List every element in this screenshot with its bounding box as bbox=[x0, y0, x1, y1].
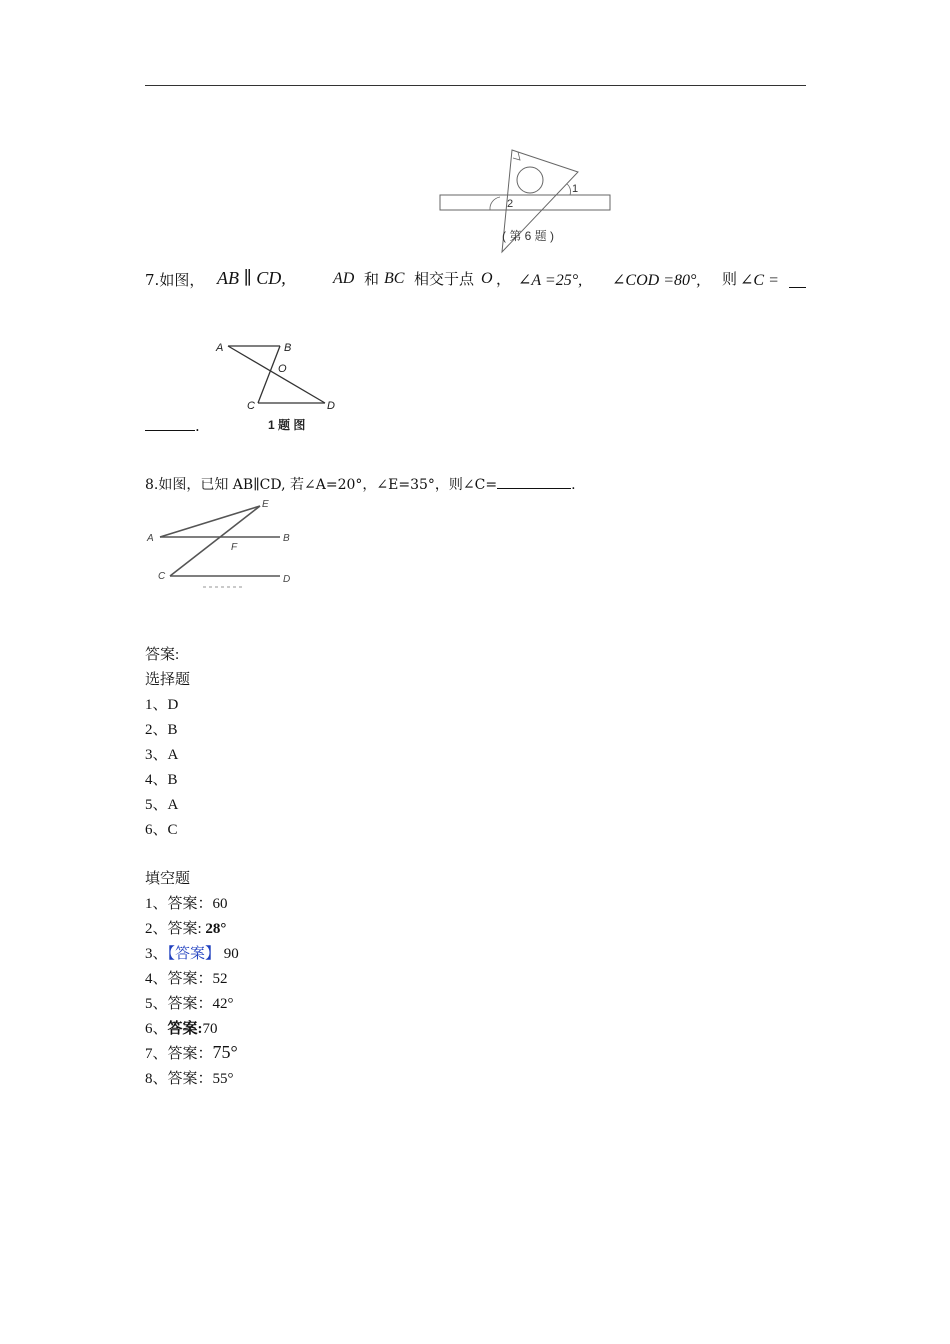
fill-answer-8-value: 55° bbox=[212, 1071, 234, 1087]
fill-answer-6-tag: 答案: bbox=[167, 1021, 203, 1037]
choice-answer-5: 5、A bbox=[145, 797, 179, 813]
q7-ab-cd: AB ∥ CD, bbox=[217, 268, 286, 288]
choice-answer-2: 2、B bbox=[145, 722, 178, 738]
choice-heading: 选择题 bbox=[145, 672, 191, 688]
choice-answer-6: 6、C bbox=[145, 822, 178, 838]
fill-answer-1-value: 60 bbox=[212, 896, 228, 912]
fill-answer-3-value: 90 bbox=[220, 946, 239, 962]
figure-6 bbox=[430, 140, 630, 255]
figure-7 bbox=[210, 338, 350, 438]
q7-blank-1 bbox=[789, 287, 806, 288]
q8-end: . bbox=[571, 477, 576, 493]
q8-line bbox=[145, 474, 576, 495]
q7-number: 7. bbox=[145, 271, 160, 289]
answers-heading: 答案: bbox=[145, 647, 180, 663]
label-2: 2 bbox=[507, 198, 514, 210]
fig7-label-o: O bbox=[278, 363, 287, 375]
fig7-label-d: D bbox=[327, 400, 335, 412]
fill-answer-4-value: 52 bbox=[212, 971, 228, 987]
fig8-label-f: F bbox=[231, 542, 238, 553]
q7-line bbox=[145, 268, 204, 292]
q8-text: 如图，已知 AB∥CD, 若∠A=20°，∠E=35°，则∠C= bbox=[158, 477, 498, 493]
label-1: 1 bbox=[572, 183, 579, 195]
q7-point-o: O bbox=[481, 270, 493, 287]
fig7-caption: 1 题 图 bbox=[268, 418, 306, 432]
fig8-label-c: C bbox=[158, 571, 166, 582]
choice-answer-4: 4、B bbox=[145, 772, 178, 788]
fig8-label-b: B bbox=[283, 533, 290, 544]
fill-answer-2-value: 28° bbox=[205, 921, 227, 937]
angle-2-arc bbox=[490, 197, 500, 210]
angle-1-arc bbox=[567, 184, 571, 195]
q7-he: 和 bbox=[364, 270, 380, 288]
q7-end: . bbox=[195, 417, 200, 435]
right-angle-mark bbox=[513, 152, 520, 160]
q8-number: 8. bbox=[145, 477, 159, 493]
q7-prefix: 如图， bbox=[159, 271, 205, 289]
choice-answer-3: 3、A bbox=[145, 747, 179, 763]
line-ec bbox=[170, 506, 260, 576]
fill-answer-1-prefix: 1、答案： bbox=[145, 896, 213, 912]
fill-answer-3-tag: 【答案】 bbox=[167, 946, 221, 962]
fill-heading: 填空题 bbox=[145, 871, 191, 887]
header-rule bbox=[145, 85, 806, 86]
fill-answer-4-prefix: 4、答案： bbox=[145, 971, 213, 987]
fill-answer-5 bbox=[145, 994, 234, 1014]
fill-answer-6 bbox=[145, 1019, 218, 1039]
choice-answer-1: 1、D bbox=[145, 697, 179, 713]
fig7-label-c: C bbox=[247, 400, 255, 412]
line-ae bbox=[160, 506, 260, 537]
fill-answer-7-value: 75° bbox=[212, 1042, 238, 1062]
fill-answer-6-value: 70 bbox=[202, 1021, 218, 1037]
figure-8 bbox=[145, 496, 305, 588]
q7-xiangjiao: 相交于点 bbox=[414, 270, 475, 288]
q7-ze: 则 bbox=[722, 270, 738, 288]
q7-angle-c: ∠C = bbox=[740, 272, 779, 289]
q7-angle-a: ∠A =25°, bbox=[518, 272, 583, 289]
q7-comma: ， bbox=[496, 270, 512, 288]
q7-blank-2 bbox=[145, 416, 195, 431]
hole bbox=[517, 167, 543, 193]
fill-answer-2-prefix: 2、答案: bbox=[145, 921, 206, 937]
fig7-label-b: B bbox=[284, 342, 292, 354]
fill-answer-8 bbox=[145, 1069, 234, 1089]
fill-answer-8-prefix: 8、答案： bbox=[145, 1071, 213, 1087]
fig8-label-a: A bbox=[147, 533, 154, 544]
q7-ad: AD bbox=[333, 270, 355, 287]
fig8-label-d: D bbox=[283, 574, 291, 585]
fill-answer-2 bbox=[145, 919, 226, 939]
fill-answer-1 bbox=[145, 894, 228, 914]
ruler bbox=[440, 195, 610, 210]
q7-continuation bbox=[145, 416, 200, 435]
fill-answer-5-value: 42° bbox=[212, 996, 234, 1012]
q7-bc: BC bbox=[384, 270, 405, 287]
fill-answer-4 bbox=[145, 969, 228, 989]
q8-blank bbox=[497, 474, 571, 489]
fig6-caption: ( 第 6 题 ) bbox=[502, 229, 555, 243]
fig7-label-a: A bbox=[216, 342, 224, 354]
fill-answer-7 bbox=[145, 1042, 238, 1064]
q7-angle-cod: ∠COD =80°, bbox=[612, 272, 701, 289]
fill-answer-6-prefix: 6、 bbox=[145, 1021, 168, 1037]
fill-answer-3 bbox=[145, 944, 239, 964]
fill-answer-5-prefix: 5、答案： bbox=[145, 996, 213, 1012]
fig8-label-e: E bbox=[262, 499, 269, 510]
fill-answer-3-prefix: 3、 bbox=[145, 946, 168, 962]
fill-answer-7-prefix: 7、答案： bbox=[145, 1046, 213, 1062]
